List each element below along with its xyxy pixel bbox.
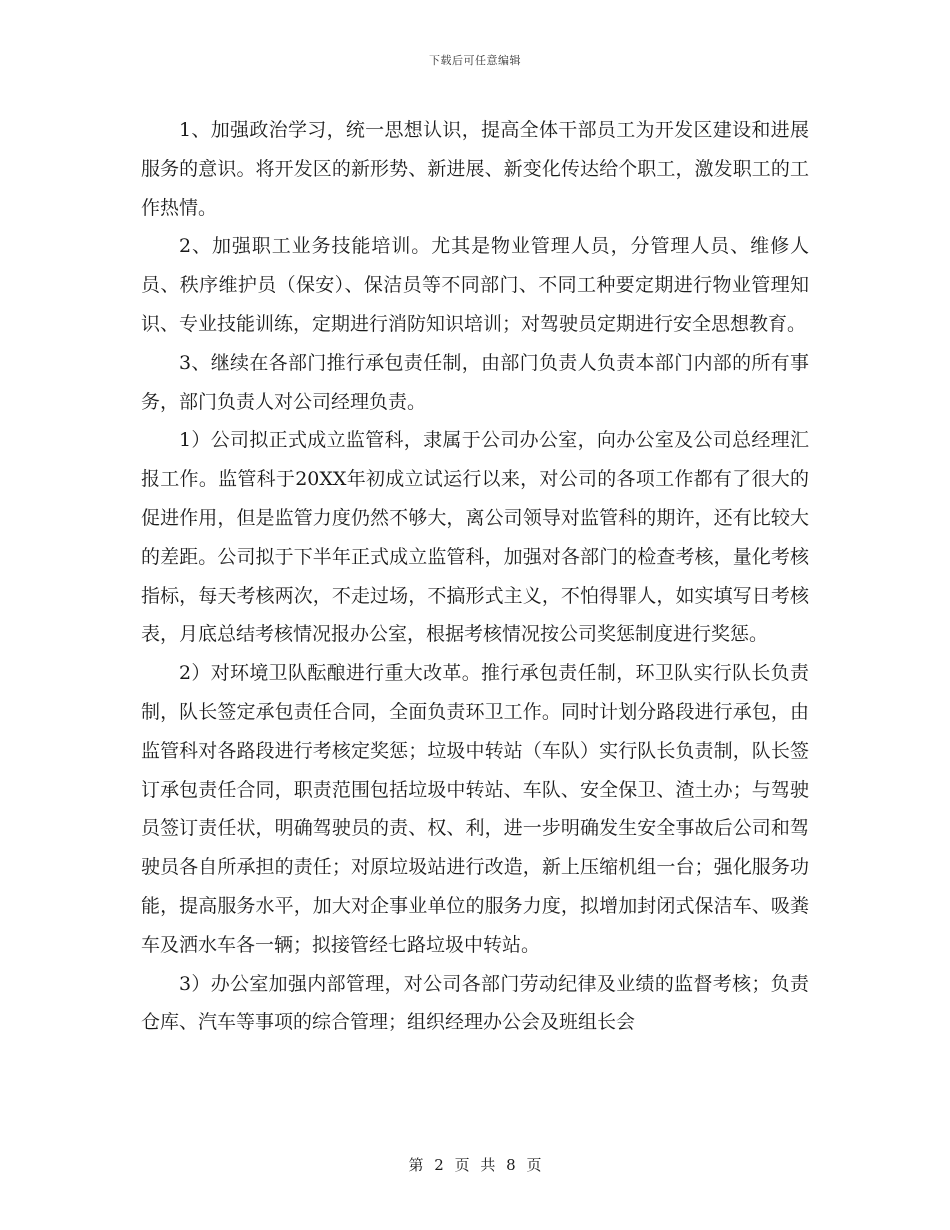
paragraph-1: 1、加强政治学习，统一思想认识，提高全体干部员工为开发区建设和进展服务的意识。将开发区的新形势、新进展、新变化传达给个职工，激发职工的工作热情。 (141, 119, 809, 219)
page-header: 下载后可任意编辑 (429, 54, 521, 67)
document-body (141, 111, 809, 1042)
paragraph-4: 1）公司拟正式成立监管科，隶属于公司办公室，向办公室及公司总经理汇报工作。监管科于20XX年初成立试运行以来，对公司的各项工作都有了很大的促进作用，但是监管力度仍然不够大，离公司领导对监管科的期许，还有比较大的差距。公司拟于下半年正式成立监管科，加强对各部门的检查考核，量化考核指标，每天考核两次，不走过场，不搞形式主义，不怕得罪人，如实填写日考核表，月底总结考核情况报办公室，根据考核情况按公司奖惩制度进行奖惩。 (141, 429, 809, 646)
paragraph-6: 3）办公室加强内部管理，对公司各部门劳动纪律及业绩的监督考核；负责仓库、汽车等事项的综合管理；组织经理办公会及班组长会 (141, 972, 809, 1034)
page-footer: 第 2 页 共 8 页 (408, 1156, 542, 1174)
paragraph-2: 2、加强职工业务技能培训。尤其是物业管理人员，分管理人员、维修人员、秩序维护员（保安）、保洁员等不同部门、不同工种要定期进行物业管理知识、专业技能训练，定期进行消防知识培训；对驾驶员定期进行安全思想教育。 (141, 235, 809, 335)
paragraph-3: 3、继续在各部门推行承包责任制，由部门负责人负责本部门内部的所有事务，部门负责人对公司经理负责。 (141, 351, 809, 413)
paragraph-5: 2）对环境卫队酝酿进行重大改革。推行承包责任制，环卫队实行队长负责制，队长签定承包责任合同，全面负责环卫工作。同时计划分路段进行承包，由监管科对各路段进行考核定奖惩；垃圾中转站（车队）实行队长负责制，队长签订承包责任合同，职责范围包括垃圾中转站、车队、安全保卫、渣土办；与驾驶员签订责任状，明确驾驶员的责、权、利，进一步明确发生安全事故后公司和驾驶员各自所承担的责任；对原垃圾站进行改造，新上压缩机组一台；强化服务功能，提高服务水平，加大对企事业单位的服务力度，拟增加封闭式保洁车、吸粪车及洒水车各一辆；拟接管经七路垃圾中转站。 (141, 662, 809, 956)
